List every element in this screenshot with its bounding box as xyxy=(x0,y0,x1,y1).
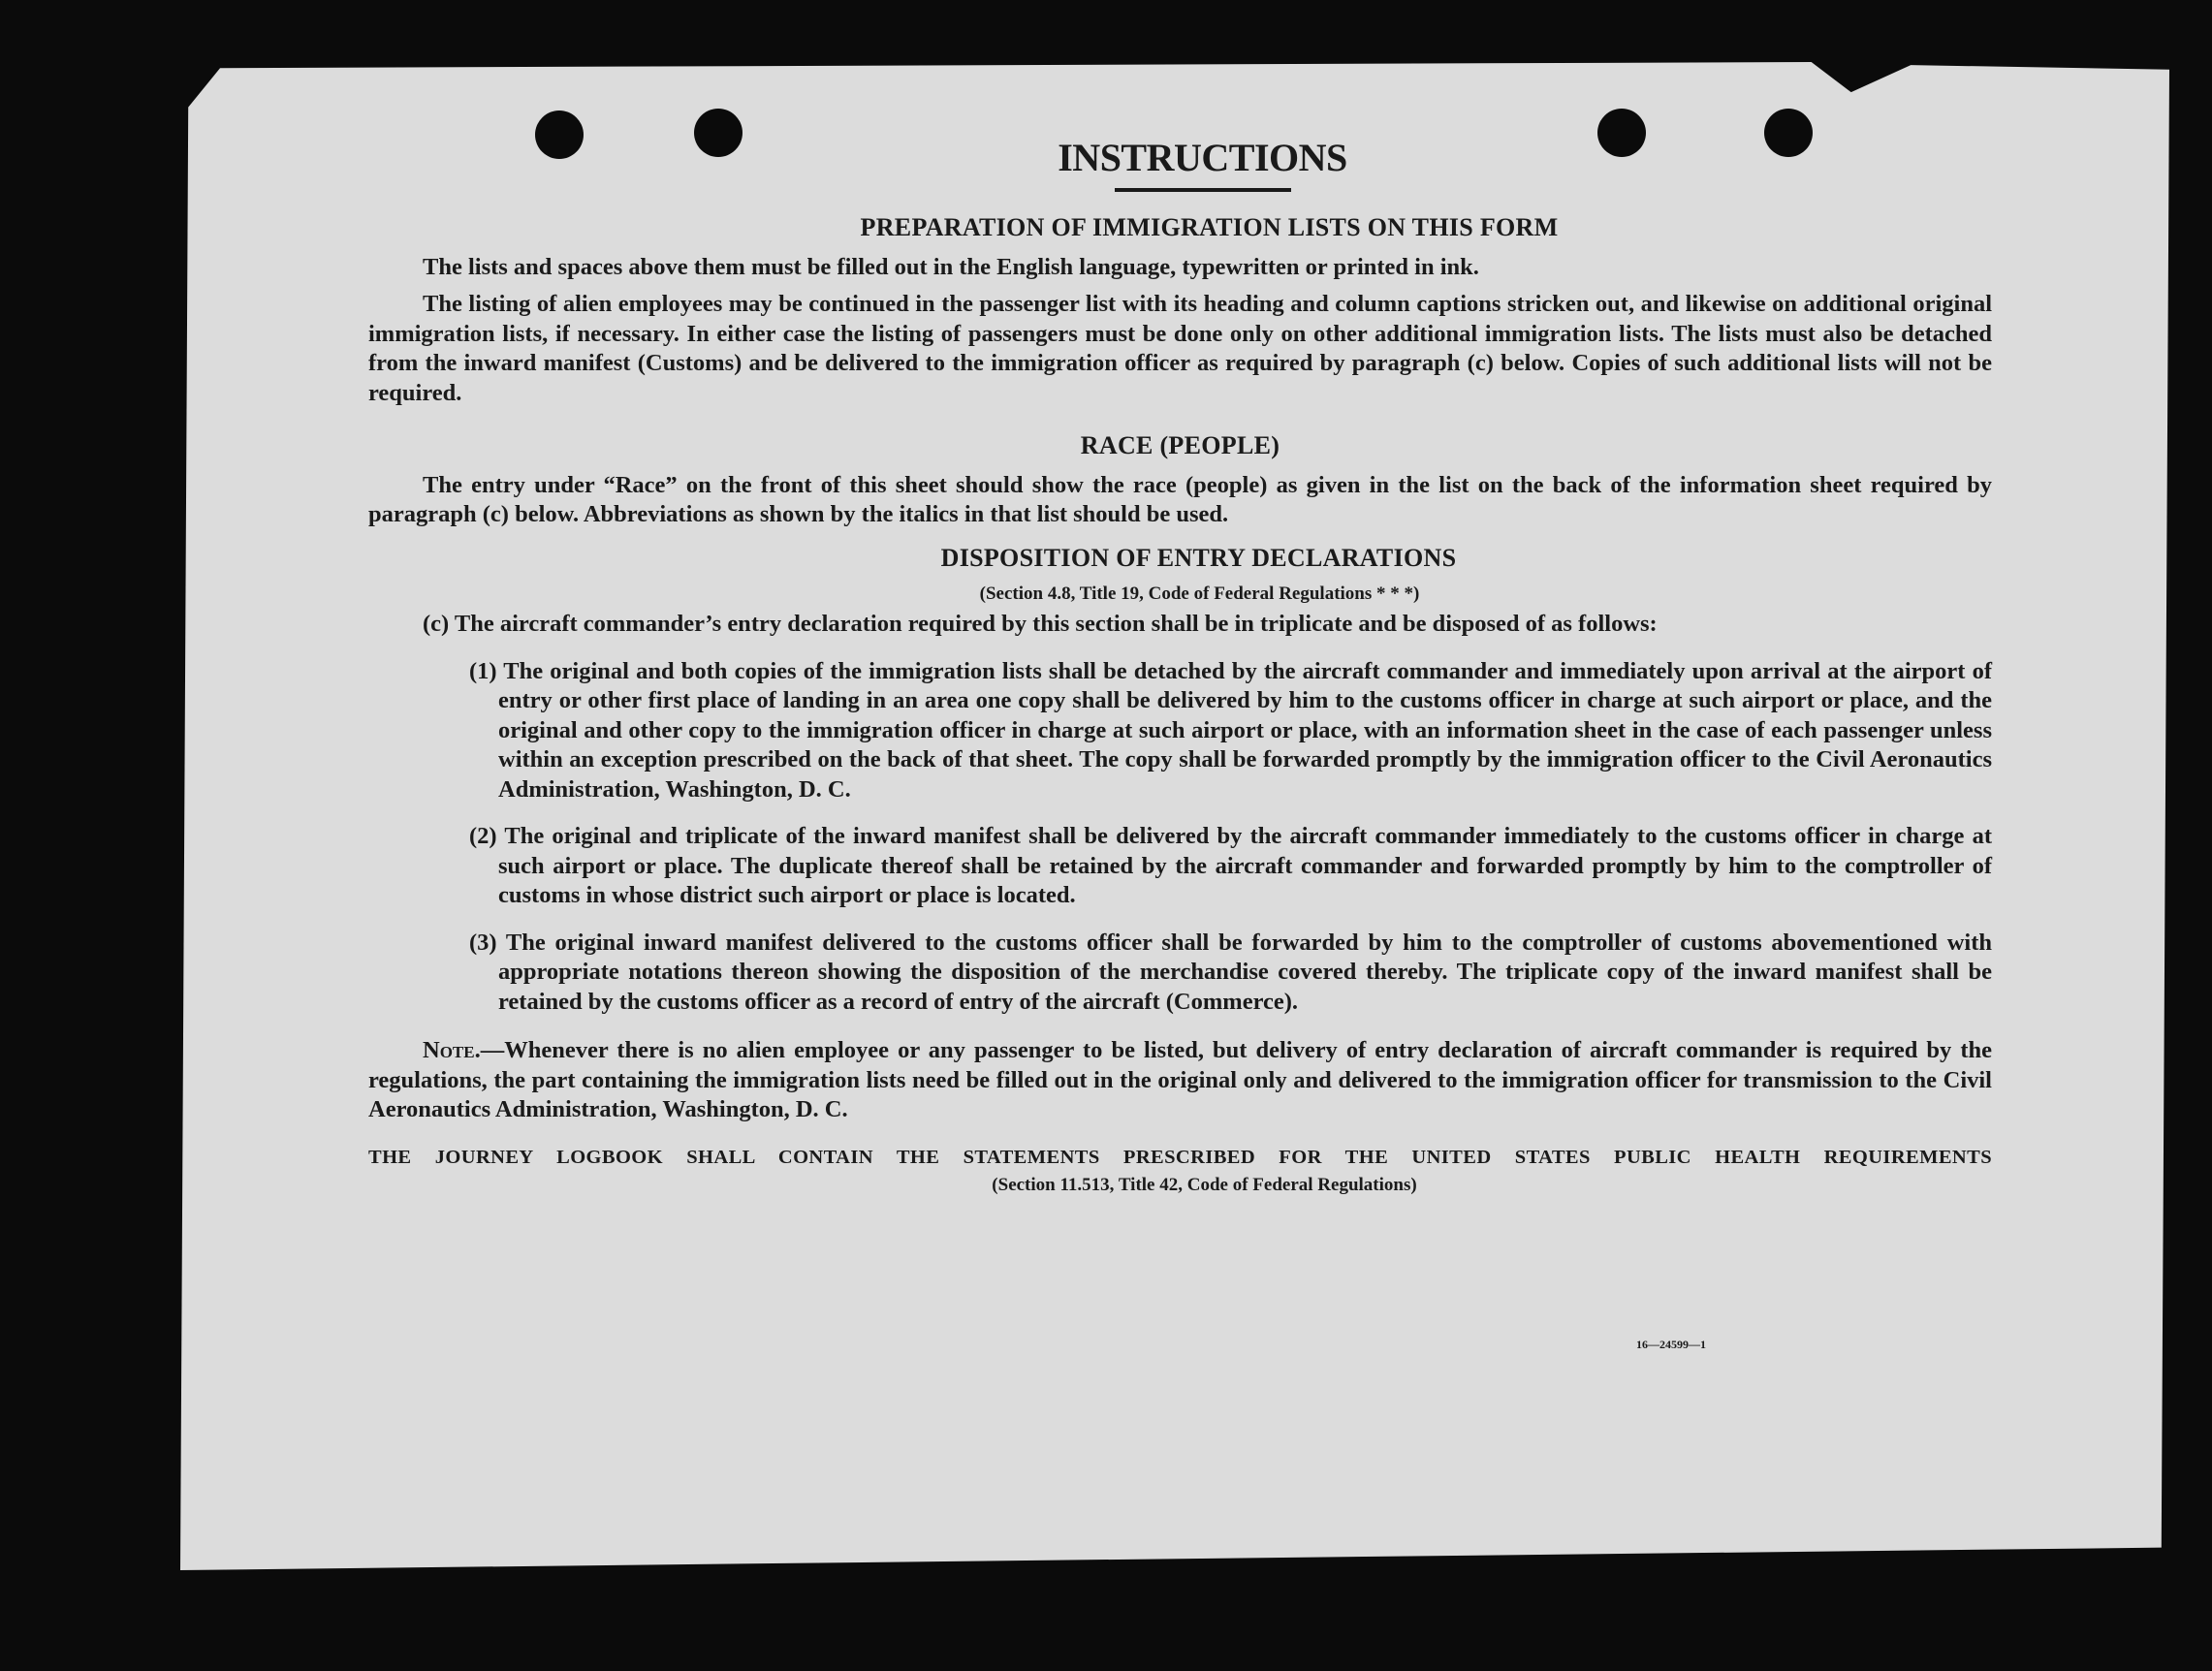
disposition-item-1: (1) The original and both copies of the immigration lists shall be detached by the aircraft commander and immediately upon arrival at the airport of entry or other first place of landing in an area one copy shall be delivered by him to the customs officer in charge at such airport or place, and the original and other copy to the immigration officer in charge at such airport or place, with an information sheet in the case of each passenger unless within an exception prescribed on the back of that sheet. The copy shall be forwarded promptly by the immigration officer to the Civil Aeronautics Administration, Washington, D. C. xyxy=(469,657,1992,803)
page-title: INSTRUCTIONS xyxy=(1058,136,1347,179)
disposition-item-2: (2) The original and triplicate of the inward manifest shall be delivered by the aircraft commander immediately to the customs officer in charge at such airport or place. The duplicate thereof shall be retained by the aircraft commander and forwarded promptly by him to the comptroller of customs in whose district such airport or place is located. xyxy=(469,823,1992,908)
form-number: 16—24599—1 xyxy=(1636,1338,1706,1351)
disposition-citation: (Section 4.8, Title 19, Code of Federal Regulations * * *) xyxy=(979,583,1420,604)
race-paragraph: The entry under “Race” on the front of this sheet should show the race (people) as given in the list on the back of the information sheet required by paragraph (c) below. Abbreviations as shown by the italics in that list should be used. xyxy=(368,471,1992,527)
note-paragraph xyxy=(368,1036,1992,1125)
note-lead: Note. xyxy=(423,1037,481,1063)
logbook-requirement: THE JOURNEY LOGBOOK SHALL CONTAIN THE STATEMENTS PRESCRIBED FOR THE UNITED STATES PUBLIC HEALTH REQUIREMENTS xyxy=(368,1146,1992,1168)
disposition-item-3: (3) The original inward manifest delivered to the customs officer shall be forwarded by him to the comptroller of customs abovementioned with appropriate notations thereon showing the disposition of the merchandise covered thereby. The triplicate copy of the inward manifest shall be retained by the customs officer as a record of entry of the aircraft (Commerce). xyxy=(469,929,1992,1015)
race-heading: RACE (PEOPLE) xyxy=(1080,431,1280,459)
preparation-heading: PREPARATION OF IMMIGRATION LISTS ON THIS FORM xyxy=(860,213,1559,241)
logbook-citation: (Section 11.513, Title 42, Code of Federal Regulations) xyxy=(992,1175,1417,1195)
preparation-paragraph-2: The listing of alien employees may be continued in the passenger list with its heading and column captions stricken out, and likewise on additional original immigration lists, if necessary. In either case the listing of passengers must be done only on other additional immigration lists. The lists must also be detached from the inward manifest (Customs) and be delivered to the immigration officer as required by paragraph (c) below. Copies of such additional lists will not be required. xyxy=(368,291,1992,406)
disposition-heading: DISPOSITION OF ENTRY DECLARATIONS xyxy=(940,543,1457,572)
note-text: —Whenever there is no alien employee or any passenger to be listed, but delivery of entry declaration of aircraft commander is required by the regulations, the part containing the immigration lists need be filled out in the original only and delivered to the immigration officer for transmission to the Civil Aeronautics Administration, Washington, D. C. xyxy=(368,1037,1992,1122)
disposition-intro: (c) The aircraft commander’s entry declaration required by this section shall be in triplicate and be disposed of as follows: xyxy=(423,611,1658,637)
preparation-paragraph-1: The lists and spaces above them must be filled out in the English language, typewritten or printed in ink. xyxy=(423,253,1479,280)
instructions-content xyxy=(368,134,1992,1197)
title-underline xyxy=(1115,188,1291,192)
